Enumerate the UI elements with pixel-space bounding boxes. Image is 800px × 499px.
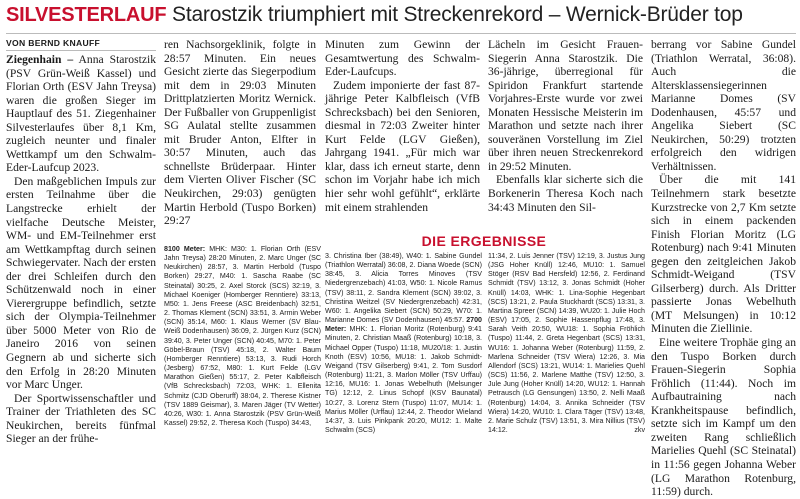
- article-paragraph: Den maßgeblichen Impuls zur ersten Teilnahme über die Langstrecke erhielt der vielfache Deutsche Meister, WM- und EM-Teilnehmer erst am Wettkampftag durch seinen Schwiegervater. Nach der ersten der drei Schleifen durch den Schützenwald noch in einer Vierergruppe befindlich, setzte sich der Olympia-Teilnehmer über 5000 Meter von Rio de Janeiro 2016 von seinen Gegnern ab und sicherte sich den Erfolg in 28:20 Minuten vor Marc Unger.: [6, 174, 157, 392]
- article-paragraph: Lächeln im Gesicht Frauen-Siegerin Anna Starostzik. Die 36-jährige, überregional für Spiridon Frankfurt startende Vorjahres-Erste wurde vor zwei Monaten Hessische Meisterin im Marathon und setzte nach ihrer souveränen Vorstellung im Ziel über ihren neuen Streckenrekord in 29:52 Minuten.: [488, 38, 643, 173]
- results-distance-label: 8100 Meter:: [164, 245, 206, 253]
- article-paragraph: ren Nachsorgeklinik, folgte in 28:57 Minuten. Ein neues Gesicht zierte das Siegerpodium mit dem in 29:03 Minuten Drittplatzierten Moritz Wernick. Der Fußballer von Gruppenligist SG Aulatal stellte zusammen mit Bruder Anton, Elfter in 30:57 Minuten, auch das schnellste Brüderpaar. Hinter dem Vierten Oliver Fischer (SC Neukirchen, 29:03) genügten Martin Herbold (Tuspo Borken) 29:27: [164, 38, 316, 228]
- results-text: MHK: M30: 1. Florian Orth (ESV Jahn Treysa) 28:20 Minuten, 2. Marc Unger (SC Neukirchen) 28:57, 3. Martin Herbold (Tuspo Borken) 29:27, M40: 1. Sascha Raabe (SC Steinatal) 30:25, 2. Axel Storck (SCS) 32:19, 3. Michael Koeniger (Homberger Renntiere) 33:13, M50: 1. Jens Freese (ASC Breidenbach) 32:51, 2. Thomas Klement (SCN) 33:51, 3. Armin Weber (SCN) 35:14, M60: 1. Klaus Werner (SV Blau-Weiß Dodenhausen) 36:09, 2. Jürgen Kurz (SCN) 39:40, 3. Peter Unger (SCN) 40:45, M70: 1. Peter Göbel-Braun (TSV) 45:18, 2. Walter Baum (Homberger Renntiere) 53:13, 3. Rudi Horch (Jesberg) 67:52, M80: 1. Kurt Felde (LGV Marathon Gießen) 55:17, 2. Peter Kalbfleisch (VfB Schrecksbach) 72:03, WHK: 1. Ellenita Schmitz (CJD Oberurff) 38:04, 2. Therese Kistner (TSV 1889 Geismar), 3. Maren Jäger (TV Wetter) 40:26, W30: 1. Anna Starostzik (PSV Grün-Weiß Kassel) 29:52, 2. Theresa Koch (Tuspo) 34:43,: [164, 245, 321, 427]
- article-paragraph: [6, 53, 156, 175]
- article-column-1: [6, 53, 156, 455]
- headline-divider: [6, 33, 796, 34]
- article-paragraph: Eine weitere Trophäe ging an den Tuspo Borken durch Frauen-Siegerin Sophia Fröhlich (11:44). Noch im Aufbautraining nach Krankheitspause befindlich, setzte sich im Kampf um den zweiten Rang schließlich Marielies Quehl (SC Steinatal) in 11:56 gegen Johanna Weber (LG Marathon Rotenburg, 11:59) durch.: [651, 336, 796, 499]
- results-text: 3. Christina Iber (38:49), W40: 1. Sabine Gundel (Triathlon Werratal) 36:08, 2. Diana Woede (SCN) 38:45, 3. Alicia Torres Minoves (TSV Niedergrenzebach) 41:03, W50: 1. Nicole Ramus (TSV) 38:11, 2. Sandra Klement (SCN) 39:02, 3. Christina Weitzel (SV Niedergrenzebach) 42:31, W60: 1. Angelika Siebert (SCN) 50:29, W70: 1. Marianne Domes (SV Dodenhausen) 45:57.: [325, 252, 482, 325]
- headline: [6, 3, 796, 33]
- headline-kicker: SILVESTERLAUF: [6, 4, 167, 26]
- article-column-3: [325, 38, 480, 228]
- article-paragraph: Über die mit 141 Teilnehmern stark besetzte Kurzstrecke von 2,7 Km setzte sich in einem packenden Finish Florian Moritz (LG Rotenburg) nach 9:41 Minuten gegen den zeitgleichen Jakob Schmidt-Weigand (TSV Gilserberg) durch. Als Dritter passierte Jonas Webelhuth (MT Melsungen) in 10:12 Minuten die Ziellinie.: [651, 173, 796, 336]
- results-text: 11:34, 2. Luis Jenner (TSV) 12:19, 3. Justus Jung (JSG Hoher Knüll) 12:46, MU10: 1. Samuel Stöger (RSV Bad Hersfeld) 12:56, 2. Ferdinand Schmidt (TSV) 13:12, 3. Jonas Schmidt (Hoher Knüll) 14:03, WHK: 1. Lina-Sophie Hegenbart (SCS) 13:21, 2. Paula Stuckhardt (SCS) 13:31, 3. Martina Spreer (SCN) 14:39, WU20: 1. Julie Hoch (ESV) 17:05, 2. Sophie Hassenpflug 17:48, 3. Sarah Veith 20:50, WU18: 1. Sophia Fröhlich (Tuspo) 11:44, 2. Greta Hegenbart (SCS) 13:31, WU16: 1. Johanna Weber (Rotenburg) 11:59, 2. Marlena Schneider (TSV Wiera) 12:26, 3. Mia Allendorf (SCS) 13:21, WU14: 1. Marielies Quehl (SCS) 11:56, 2. Marlene Matthe (TSV) 12:50, 3. Jule Jung (Hoher Knüll) 14:20, WU12: 1. Hannah Petrausch (LG Gensungen) 13:50, 2. Nelli Maaß (Rotenburg) 14:04, 3. Annika Schneider (TSV Wiera) 14:20, WU10: 1. Clara Täger (TSV) 13:48, 2. Marie Schulz (TSV) 13:51, 3. Mira Nillius (TSV) 14:12.: [488, 252, 645, 434]
- results-column-3: [488, 252, 645, 454]
- results-column-1: [164, 245, 321, 455]
- results-distance-label: 2700 Meter:: [325, 316, 482, 334]
- byline-divider: [6, 50, 156, 51]
- article-paragraph: berrang vor Sabine Gundel (Triathlon Werratal, 36:08). Auch die Altersklassensiegerinnen Marianne Domes (SV Dodenhausen, 45:57 und Angelika Siebert (SC Neukirchen, 50:29) trotzten erfolgreich den widrigen Verhältnissen.: [651, 38, 796, 173]
- article-column-4: [488, 38, 643, 238]
- article-column-5: [651, 38, 796, 499]
- article-paragraph: Zudem imponierte der fast 87-jährige Peter Kalbfleisch (VfB Schrecksbach) bei den Senioren, diesmal in 72:03 Zweiter hinter Kurt Felde (LGV Gießen), Jahrgang 1941. „Für mich war klar, dass ich erneut starte, denn schon im Vorjahr habe ich mich hier sehr wohl gefühlt“, erklärte mit einem strahlenden: [325, 78, 480, 214]
- article-paragraph: Minuten zum Gewinn der Gesamtwertung des Schwalm-Eder-Laufcups.: [325, 38, 480, 79]
- article-paragraph: Ebenfalls klar sicherte sich die Borkenerin Theresa Koch nach 34:43 Minuten den Sil-: [488, 173, 643, 214]
- results-heading: DIE ERGEBNISSE: [421, 233, 547, 249]
- dateline: Ziegenhain –: [6, 53, 74, 66]
- author-sign: zkv: [634, 425, 645, 434]
- paragraph-text: Anna Starostzik (PSV Grün-Weiß Kassel) und Florian Orth (ESV Jahn Treysa) waren die großen Sieger im Hauptlauf des 51. Ziegenhainer Silvesterlaufes über 8,1 Km, zugleich neunter und finaler Wettkampf um den Schwalm-Eder-Laufcup 2023.: [6, 53, 156, 175]
- headline-title: Starostzik triumphiert mit Streckenrekord – Wernick-Brüder top: [172, 3, 743, 26]
- byline: VON BERND KNAUFF: [6, 38, 101, 48]
- results-column-2: [325, 252, 482, 454]
- article-paragraph: Der Sportwissenschaftler und Trainer der Triathleten des SC Neukirchen, bereits fünfmal Sieger an der frühe-: [6, 391, 156, 446]
- results-text: MHK: 1. Florian Moritz (Rotenburg) 9:41 Minuten, 2. Christian Maaß (Rotenburg) 10:18, 3. Michael Opper (Tuspo) 11:18, MU20/18: 1. Justin Knoth (ESV) 10:56, MU18: 1. Jakob Schmidt-Weigand (TSV Gilserberg) 9:41, 2. Tom Susdorf (Rotenburg) 11:21, 3. Marlon Möller (TSV Urffau) 12:16, MU16: 1. Jonas Webelhuth (Melsunger TG) 12:12, 2. Linus Schopf (KSV Baunatal) 10:27, 3. Lorenz Stern (Tuspo) 11:07, MU14: 1. Marius Möller (Urffau) 12:44, 2. Theodor Wieland 14:37, 3. Luis Pinkpank 20:20, MU12: 1. Malte Schwalm (SCS): [325, 325, 482, 434]
